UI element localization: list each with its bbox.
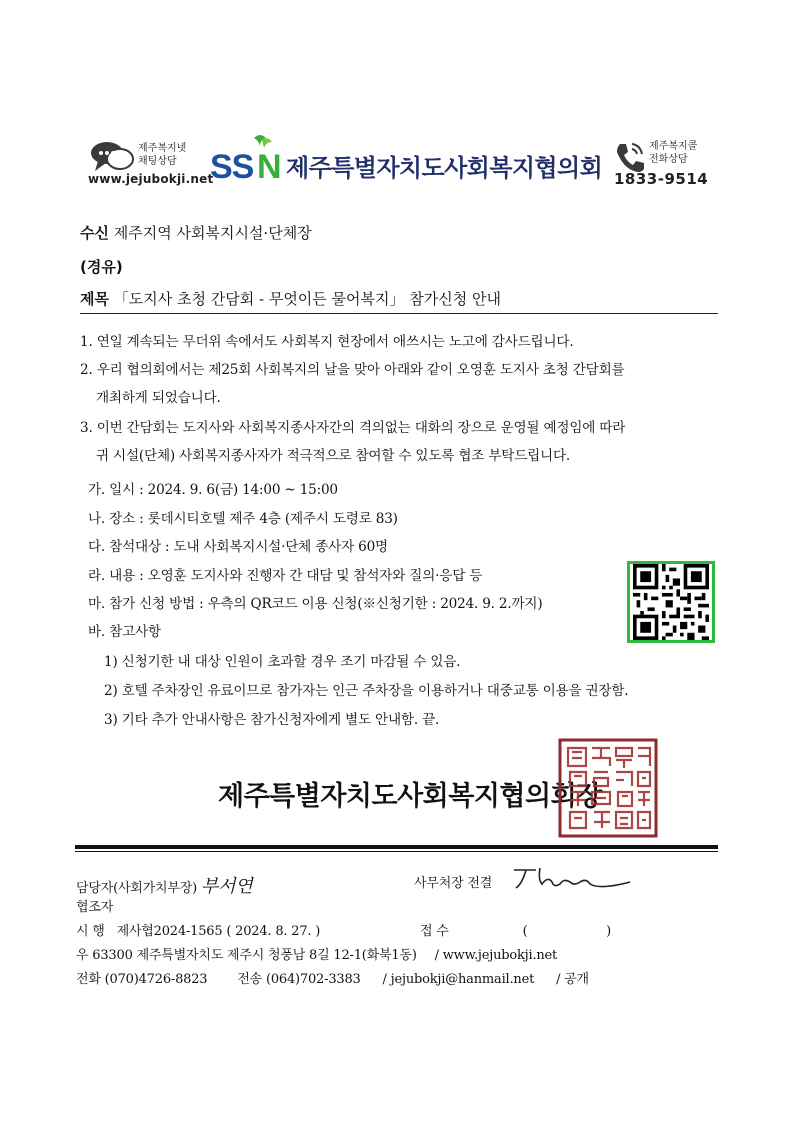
paragraph-2: 2. 우리 협의회에서는 제25회 사회복지의 날을 맞아 아래와 같이 오영훈 도지사 초청 간담회를 bbox=[80, 362, 625, 378]
enforce-label: 시 행 bbox=[76, 924, 105, 939]
footer-divider-thin bbox=[75, 851, 718, 852]
subject-line bbox=[80, 288, 501, 309]
call-line-2: 전화상담 bbox=[649, 154, 688, 165]
receive-value: ( ) bbox=[522, 924, 611, 939]
manager-label: 담당자(사회가치부장) bbox=[76, 881, 197, 896]
address-url[interactable]: / www.jejubokji.net bbox=[434, 948, 558, 963]
director-signature bbox=[510, 862, 640, 892]
email-value[interactable]: / jejubokji@hanmail.net bbox=[382, 972, 535, 987]
note-item: 1) 신청기한 내 대상 인원이 초과할 경우 조기 마감될 수 있음. bbox=[104, 654, 461, 670]
disclosure-value: / 공개 bbox=[556, 972, 589, 987]
list-item: 가. 일시 : 2024. 9. 6(금) 14:00 ~ 15:00 bbox=[88, 482, 338, 498]
receive-line bbox=[420, 920, 611, 939]
address-line bbox=[76, 944, 557, 963]
official-seal bbox=[558, 738, 658, 838]
director-label: 사무처장 전결 bbox=[414, 876, 493, 891]
recipient-line bbox=[80, 222, 312, 243]
chat-line-2: 채팅상담 bbox=[138, 156, 177, 167]
via-line bbox=[80, 256, 123, 277]
call-consult-label bbox=[649, 140, 697, 166]
phone-icon bbox=[612, 140, 646, 174]
chat-consult-label bbox=[138, 142, 186, 168]
manager-line bbox=[76, 872, 252, 898]
sender-title: 제주특별자치도사회복지협의회장 bbox=[218, 781, 602, 812]
phone-value: 전화 (070)4726-8823 bbox=[76, 972, 208, 987]
note-item: 2) 호텔 주차장인 유료이므로 참가자는 인근 주차장을 이용하거나 대중교통 이용을 권장함. bbox=[104, 683, 629, 699]
footer-divider-thick bbox=[75, 845, 718, 849]
note-item: 3) 기타 추가 안내사항은 참가신청자에게 별도 안내함. 끝. bbox=[104, 712, 440, 728]
paragraph-2-cont: 개최하게 되었습니다. bbox=[96, 390, 221, 406]
fax-value: 전송 (064)702-3383 bbox=[237, 972, 361, 987]
receive-label: 접 수 bbox=[420, 924, 449, 939]
svg-text:SS: SS bbox=[210, 148, 254, 184]
call-number: 1833-9514 bbox=[614, 170, 709, 188]
coop-label: 협조자 bbox=[76, 900, 114, 915]
list-item: 다. 참석대상 : 도내 사회복지시설·단체 종사자 60명 bbox=[88, 539, 388, 555]
subject-value: 「도지사 초청 간담회 - 무엇이든 물어복지」 참가신청 안내 bbox=[113, 290, 501, 308]
manager-signature: 부서연 bbox=[200, 876, 253, 897]
website-url[interactable]: www.jejubokji.net bbox=[88, 172, 214, 186]
list-item: 라. 내용 : 오영훈 도지사와 진행자 간 대담 및 참석자와 질의·응답 등 bbox=[88, 568, 483, 584]
list-item: 마. 참가 신청 방법 : 우측의 QR코드 이용 신청(※신청기한 : 2024. 9. 2.까지) bbox=[88, 596, 543, 612]
org-title: 제주특별자치도사회복지협의회 bbox=[286, 154, 603, 182]
via-label: (경유) bbox=[80, 258, 123, 276]
qr-code[interactable] bbox=[627, 561, 715, 643]
enforce-line bbox=[76, 920, 320, 939]
svg-text:N: N bbox=[257, 148, 282, 184]
paragraph-3: 3. 이번 간담회는 도지사와 사회복지종사자간의 격의없는 대화의 장으로 운영될 예정임에 따라 bbox=[80, 420, 626, 436]
contact-line bbox=[76, 968, 589, 987]
paragraph-1: 1. 연일 계속되는 무더위 속에서도 사회복지 현장에서 애쓰시는 노고에 감사드립니다. bbox=[80, 334, 574, 350]
list-item: 나. 장소 : 롯데시티호텔 제주 4층 (제주시 도령로 83) bbox=[88, 511, 398, 527]
paragraph-3-cont: 귀 시설(단체) 사회복지종사자가 적극적으로 참여할 수 있도록 협조 부탁드립니다. bbox=[96, 448, 571, 464]
enforce-value: 제사협2024-1565 ( 2024. 8. 27. ) bbox=[116, 924, 321, 939]
ssn-logo bbox=[210, 132, 285, 184]
subject-label: 제목 bbox=[80, 290, 109, 308]
chat-bubble-icon bbox=[90, 140, 134, 174]
recipient-label: 수신 bbox=[80, 224, 109, 242]
recipient-value: 제주지역 사회복지시설·단체장 bbox=[113, 224, 312, 242]
call-line-1: 제주복지콜 bbox=[649, 141, 698, 152]
chat-line-1: 제주복지넷 bbox=[138, 143, 187, 154]
header-divider bbox=[80, 313, 718, 314]
director-line bbox=[414, 872, 492, 891]
address-value: 우 63300 제주특별자치도 제주시 청풍남 8길 12-1(화북1동) bbox=[76, 948, 417, 963]
qr-code-icon bbox=[630, 564, 712, 640]
list-item: 바. 참고사항 bbox=[88, 624, 161, 640]
